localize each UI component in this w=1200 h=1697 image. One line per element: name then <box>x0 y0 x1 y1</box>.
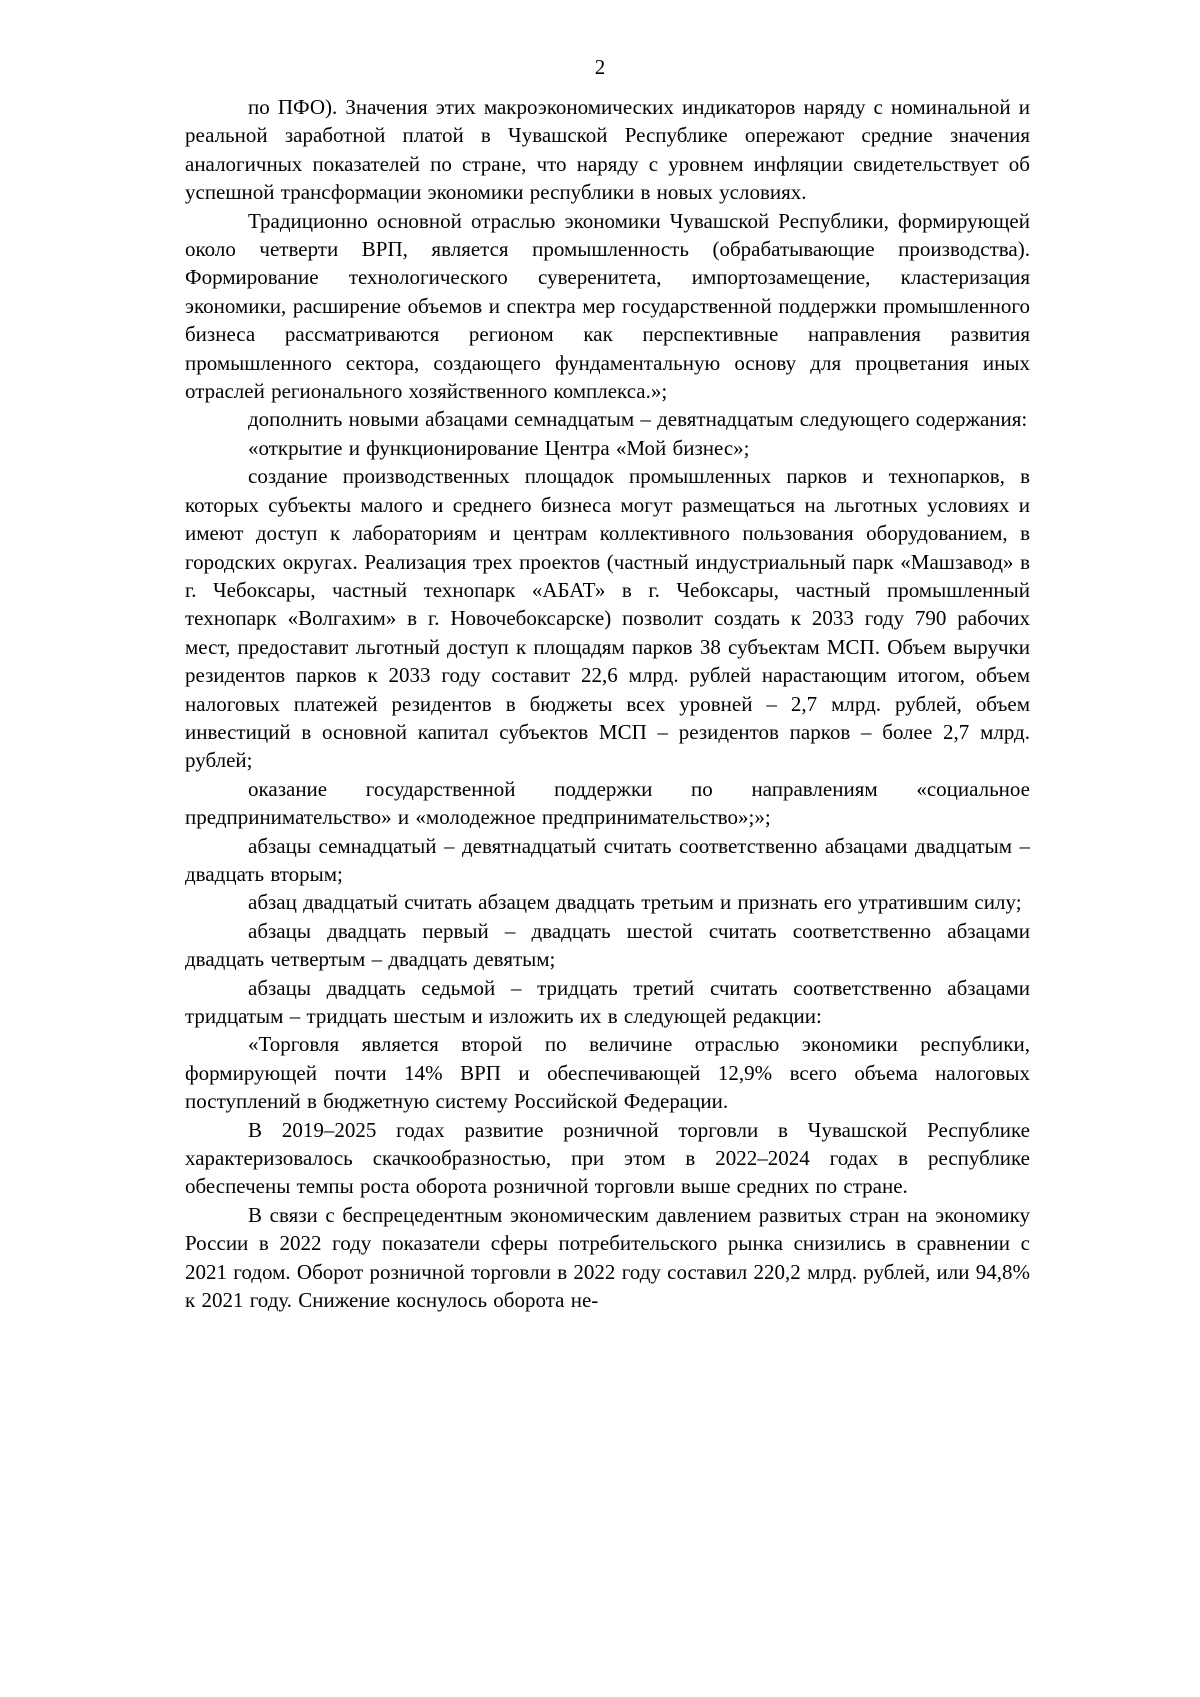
paragraph: дополнить новыми абзацами семнадцатым – девятнадцатым следующего содержания: <box>248 407 1028 432</box>
paragraph: Традиционно основной отраслью экономики Чувашской Республики, формирующей около четверти ВРП, является промышленность (обрабатывающие производства). Формирование технологического суверенитета, импортозамещение, кластеризация экономики, расширение объемов и спектра мер государственной поддержки промышленного бизнеса рассматриваются регионом как перспективные направления развития промышленного сектора, создающего фундаментальную основу для процветания иных отраслей регионального хозяйственного комплекса.»; <box>185 208 1030 404</box>
paragraph: В 2019–2025 годах развитие розничной торговли в Чувашской Республике характеризовалось скачкообразностью, при этом в 2022–2024 годах в республике обеспечены темпы роста оборота розничной торговли выше средних по стране. <box>185 1117 1030 1199</box>
paragraph: абзац двадцатый считать абзацем двадцать третьим и признать его утратившим силу; <box>248 890 1022 915</box>
paragraph: абзацы двадцать первый – двадцать шестой считать соответственно абзацами двадцать четвертым – двадцать девятым; <box>185 918 1030 972</box>
paragraph: «Торговля является второй по величине отраслью экономики республики, формирующей почти 14% ВРП и обеспечивающей 12,9% всего объема налоговых поступлений в бюджетную систему Российской Федерации. <box>185 1032 1030 1114</box>
paragraph: создание производственных площадок промышленных парков и технопарков, в которых субъекты малого и среднего бизнеса могут размещаться на льготных условиях и имеют доступ к лабораториям и центрам коллективного пользования оборудованием, в городских округах. Реализация трех проектов (частный индустриальный парк «Машзавод» в г. Чебоксары, частный технопарк «АБАТ» в г. Чебоксары, частный промышленный технопарк «Волгахим» в г. Новочебоксарске) позволит создать к 2033 году 790 рабочих мест, предоставит льготный доступ к площадям парков 38 субъектам МСП. Объем выручки резидентов парков к 2033 году составит 22,6 млрд. рублей нарастающим итогом, объем налоговых платежей резидентов в бюджеты всех уровней – 2,7 млрд. рублей, объем инвестиций в основной капитал субъектов МСП – резидентов парков – более 2,7 млрд. рублей; <box>185 464 1030 773</box>
paragraph: абзацы семнадцатый – девятнадцатый считать соответственно абзацами двадцатым – двадцать вторым; <box>185 833 1030 886</box>
document-body <box>185 93 1030 1314</box>
page-number: 2 <box>594 55 606 79</box>
paragraph: оказание государственной поддержки по направлениям «социальное предпринимательство» и «молодежное предпринимательство»;»; <box>185 776 1030 830</box>
paragraph: «открытие и функционирование Центра «Мой бизнес»; <box>248 435 750 460</box>
paragraph: по ПФО). Значения этих макроэкономических индикаторов наряду с номинальной и реальной заработной платой в Чувашской Республике опережают средние значения аналогичных показателей по стране, что наряду с уровнем инфляции свидетельствует об успешной трансформации экономики республики в новых условиях. <box>185 95 1030 205</box>
paragraph: В связи с беспрецедентным экономическим давлением развитых стран на экономику России в 2022 году показатели сферы потребительского рынка снизились в сравнении с 2021 годом. Оборот розничной торговли в 2022 году составил 220,2 млрд. рублей, или 94,8% к 2021 году. Снижение коснулось оборота не- <box>185 1202 1030 1313</box>
paragraph: абзацы двадцать седьмой – тридцать третий считать соответственно абзацами тридцатым – тридцать шестым и изложить их в следующей редакции: <box>185 975 1030 1028</box>
